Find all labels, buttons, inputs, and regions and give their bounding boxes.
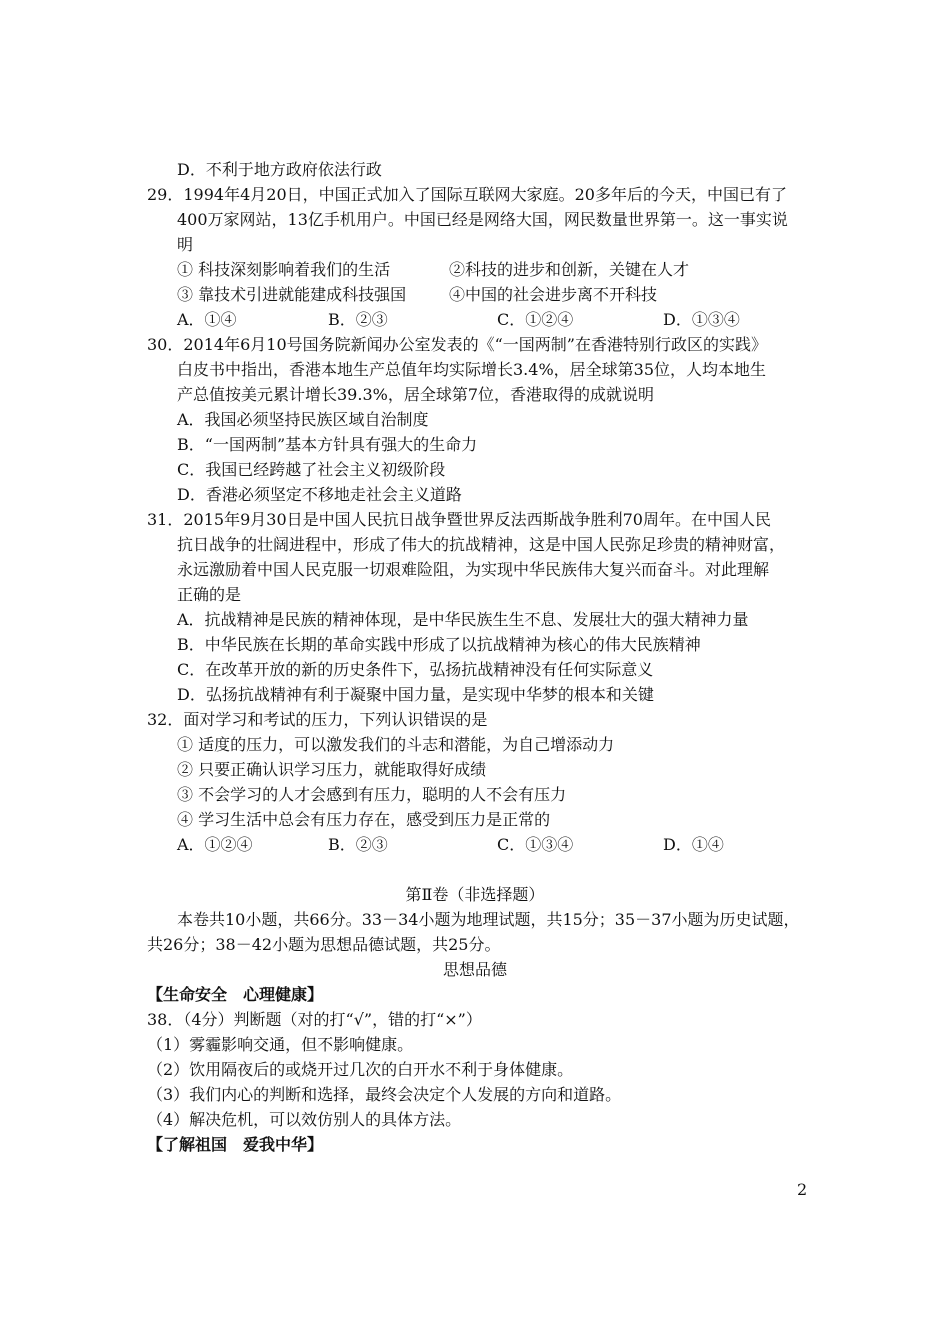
section-heading-life-safety: 【生命安全 心理健康】 — [147, 985, 324, 1004]
question-38-title: 38．（4分）判断题（对的打“√”，错的打“×”） — [147, 1010, 482, 1029]
prev-question-option-d: D．不利于地方政府依法行政 — [177, 160, 382, 179]
question-32-item: ① 适度的压力，可以激发我们的斗志和潜能，为自己增添动力 — [177, 735, 615, 754]
question-32-stem-line: 32．面对学习和考试的压力，下列认识错误的是 — [147, 710, 488, 729]
question-38-item: （4）解决危机，可以效仿别人的具体方法。 — [147, 1110, 462, 1129]
question-30-stem-line: 30．2014年6月10号国务院新闻办公室发表的《“一国两制”在香港特别行政区的实践》 — [147, 335, 767, 354]
question-29-item: ① 科技深刻影响着我们的生活 — [177, 260, 391, 279]
question-30-option-c: C．我国已经跨越了社会主义初级阶段 — [177, 460, 446, 479]
part-2-intro-line: 本卷共10小题，共66分。33－34小题为地理试题，共15分；35－37小题为历史试题， — [177, 910, 800, 929]
question-32-option-c: C．①③④ — [497, 835, 574, 854]
question-32-option-d: D．①④ — [663, 835, 724, 854]
question-30-stem-line: 产总值按美元累计增长39.3%，居全球第7位，香港取得的成就说明 — [177, 385, 655, 404]
question-31-stem-line: 正确的是 — [177, 585, 242, 604]
question-38-item: （3）我们内心的判断和选择，最终会决定个人发展的方向和道路。 — [147, 1085, 622, 1104]
question-30-option-d: D．香港必须坚定不移地走社会主义道路 — [177, 485, 462, 504]
question-38-item: （1）雾霾影响交通，但不影响健康。 — [147, 1035, 414, 1054]
question-29-stem-line: 400万家网站，13亿手机用户。中国已经是网络大国，网民数量世界第一。这一事实说 — [177, 210, 788, 229]
question-29-item: ④中国的社会进步离不开科技 — [449, 285, 658, 304]
question-31-stem-line: 抗日战争的壮阔进程中，形成了伟大的抗战精神，这是中国人民弥足珍贵的精神财富， — [177, 535, 786, 554]
question-29-item: ②科技的进步和创新，关键在人才 — [449, 260, 690, 279]
question-29-option-b: B．②③ — [328, 310, 388, 329]
question-31-option-b: B．中华民族在长期的革命实践中形成了以抗战精神为核心的伟大民族精神 — [177, 635, 701, 654]
question-31-option-c: C．在改革开放的新的历史条件下，弘扬抗战精神没有任何实际意义 — [177, 660, 654, 679]
question-32-option-b: B．②③ — [328, 835, 388, 854]
part-2-title: 第Ⅱ卷（非选择题） — [405, 885, 545, 904]
question-29-stem-line: 29．1994年4月20日，中国正式加入了国际互联网大家庭。20多年后的今天，中国已有了 — [147, 185, 787, 204]
question-30-option-b: B．“一国两制”基本方针具有强大的生命力 — [177, 435, 478, 454]
section-heading-motherland: 【了解祖国 爱我中华】 — [147, 1135, 324, 1154]
question-29-item: ③ 靠技术引进就能建成科技强国 — [177, 285, 407, 304]
question-32-item: ③ 不会学习的人才会感到有压力，聪明的人不会有压力 — [177, 785, 567, 804]
question-30-stem-line: 白皮书中指出，香港本地生产总值年均实际增长3.4%，居全球第35位，人均本地生 — [177, 360, 767, 379]
question-32-option-a: A．①②④ — [177, 835, 253, 854]
question-29-option-a: A．①④ — [177, 310, 237, 329]
subject-heading: 思想品德 — [442, 960, 507, 979]
part-2-intro-line: 共26分；38－42小题为思想品德试题，共25分。 — [147, 935, 501, 954]
question-32-item: ② 只要正确认识学习压力，就能取得好成绩 — [177, 760, 487, 779]
question-29-option-c: C．①②④ — [497, 310, 574, 329]
question-32-item: ④ 学习生活中总会有压力存在，感受到压力是正常的 — [177, 810, 551, 829]
question-30-option-a: A．我国必须坚持民族区域自治制度 — [177, 410, 429, 429]
page-number: 2 — [797, 1180, 808, 1199]
question-31-stem-line: 永远激励着中国人民克服一切艰难险阻，为实现中华民族伟大复兴而奋斗。对此理解 — [177, 560, 770, 579]
question-31-stem-line: 31．2015年9月30日是中国人民抗日战争暨世界反法西斯战争胜利70周年。在中国人民 — [147, 510, 771, 529]
question-29-option-d: D．①③④ — [663, 310, 740, 329]
question-31-option-d: D．弘扬抗战精神有利于凝聚中国力量，是实现中华梦的根本和关键 — [177, 685, 654, 704]
question-29-stem-line: 明 — [177, 235, 194, 254]
question-31-option-a: A．抗战精神是民族的精神体现，是中华民族生生不息、发展壮大的强大精神力量 — [177, 610, 749, 629]
question-38-item: （2）饮用隔夜后的或烧开过几次的白开水不利于身体健康。 — [147, 1060, 574, 1079]
